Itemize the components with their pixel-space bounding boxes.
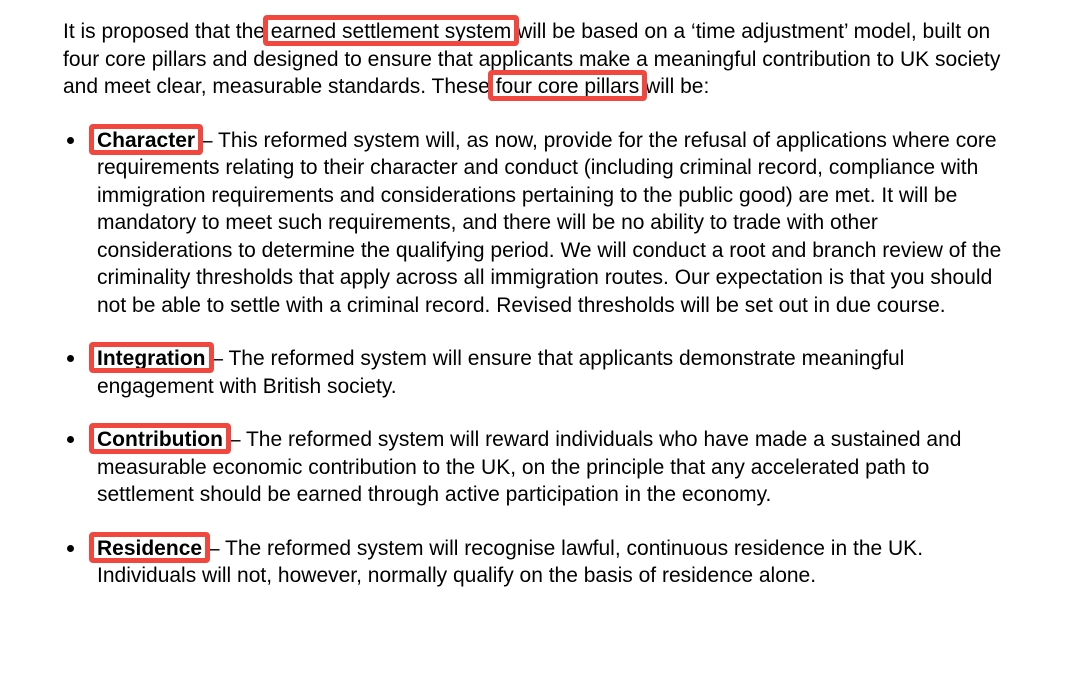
pillar-description-integration: – The reformed system will ensure that applicants demonstrate meaningful engagement with British society. bbox=[97, 347, 905, 398]
pillar-description-contribution: – The reformed system will reward individuals who have made a sustained and measurable economic contribution to the UK, on the principle that any accelerated path to settlement should be earned through active participation in the economy. bbox=[97, 428, 962, 506]
intro-paragraph bbox=[63, 18, 1018, 101]
bullet-item-integration bbox=[63, 345, 1018, 400]
bullet-item-residence bbox=[63, 535, 1018, 590]
bullet-icon bbox=[67, 436, 74, 443]
bullet-icon bbox=[67, 137, 74, 144]
highlight-earned-settlement-system: earned settlement system bbox=[270, 20, 512, 43]
highlight-character: Character bbox=[97, 128, 196, 152]
pillar-description-residence: – The reformed system will recognise lawful, continuous residence in the UK. Individuals will not, however, normally qualify on the basis of residence alone. bbox=[97, 536, 924, 587]
bullet-item-contribution bbox=[63, 426, 1018, 509]
highlight-contribution: Contribution bbox=[97, 428, 223, 451]
bullet-icon bbox=[67, 545, 74, 552]
pillar-description-character: – This reformed system will, as now, provide for the refusal of applications where core requirements relating to their character and conduct (including criminal record, compliance with immigration requirements and considerations pertaining to the public good) are met. It will be mandatory to meet such requirements, and there will be no ability to trade with other considerations to determine the qualifying period. We will conduct a root and branch review of the criminality thresholds that apply across all immigration routes. Our expectation is that you should not be able to settle with a criminal record. Revised thresholds will be set out in due course. bbox=[97, 128, 1002, 317]
intro-text: will be based on a ‘time adjustment’ model, built on four core pillars and designed to ensure that applicants make a meaningful contribution to UK society and meet clear, measurable standards. These bbox=[63, 20, 1001, 98]
bullet-icon bbox=[67, 355, 74, 362]
highlight-four-core-pillars: four core pillars bbox=[495, 75, 640, 98]
bullet-item-character bbox=[63, 127, 1018, 320]
highlight-integration: Integration bbox=[97, 347, 206, 370]
highlight-residence: Residence bbox=[97, 536, 203, 560]
intro-text: will be: bbox=[639, 75, 710, 98]
intro-text: It is proposed that the bbox=[63, 20, 271, 43]
pillars-list bbox=[63, 127, 1018, 590]
